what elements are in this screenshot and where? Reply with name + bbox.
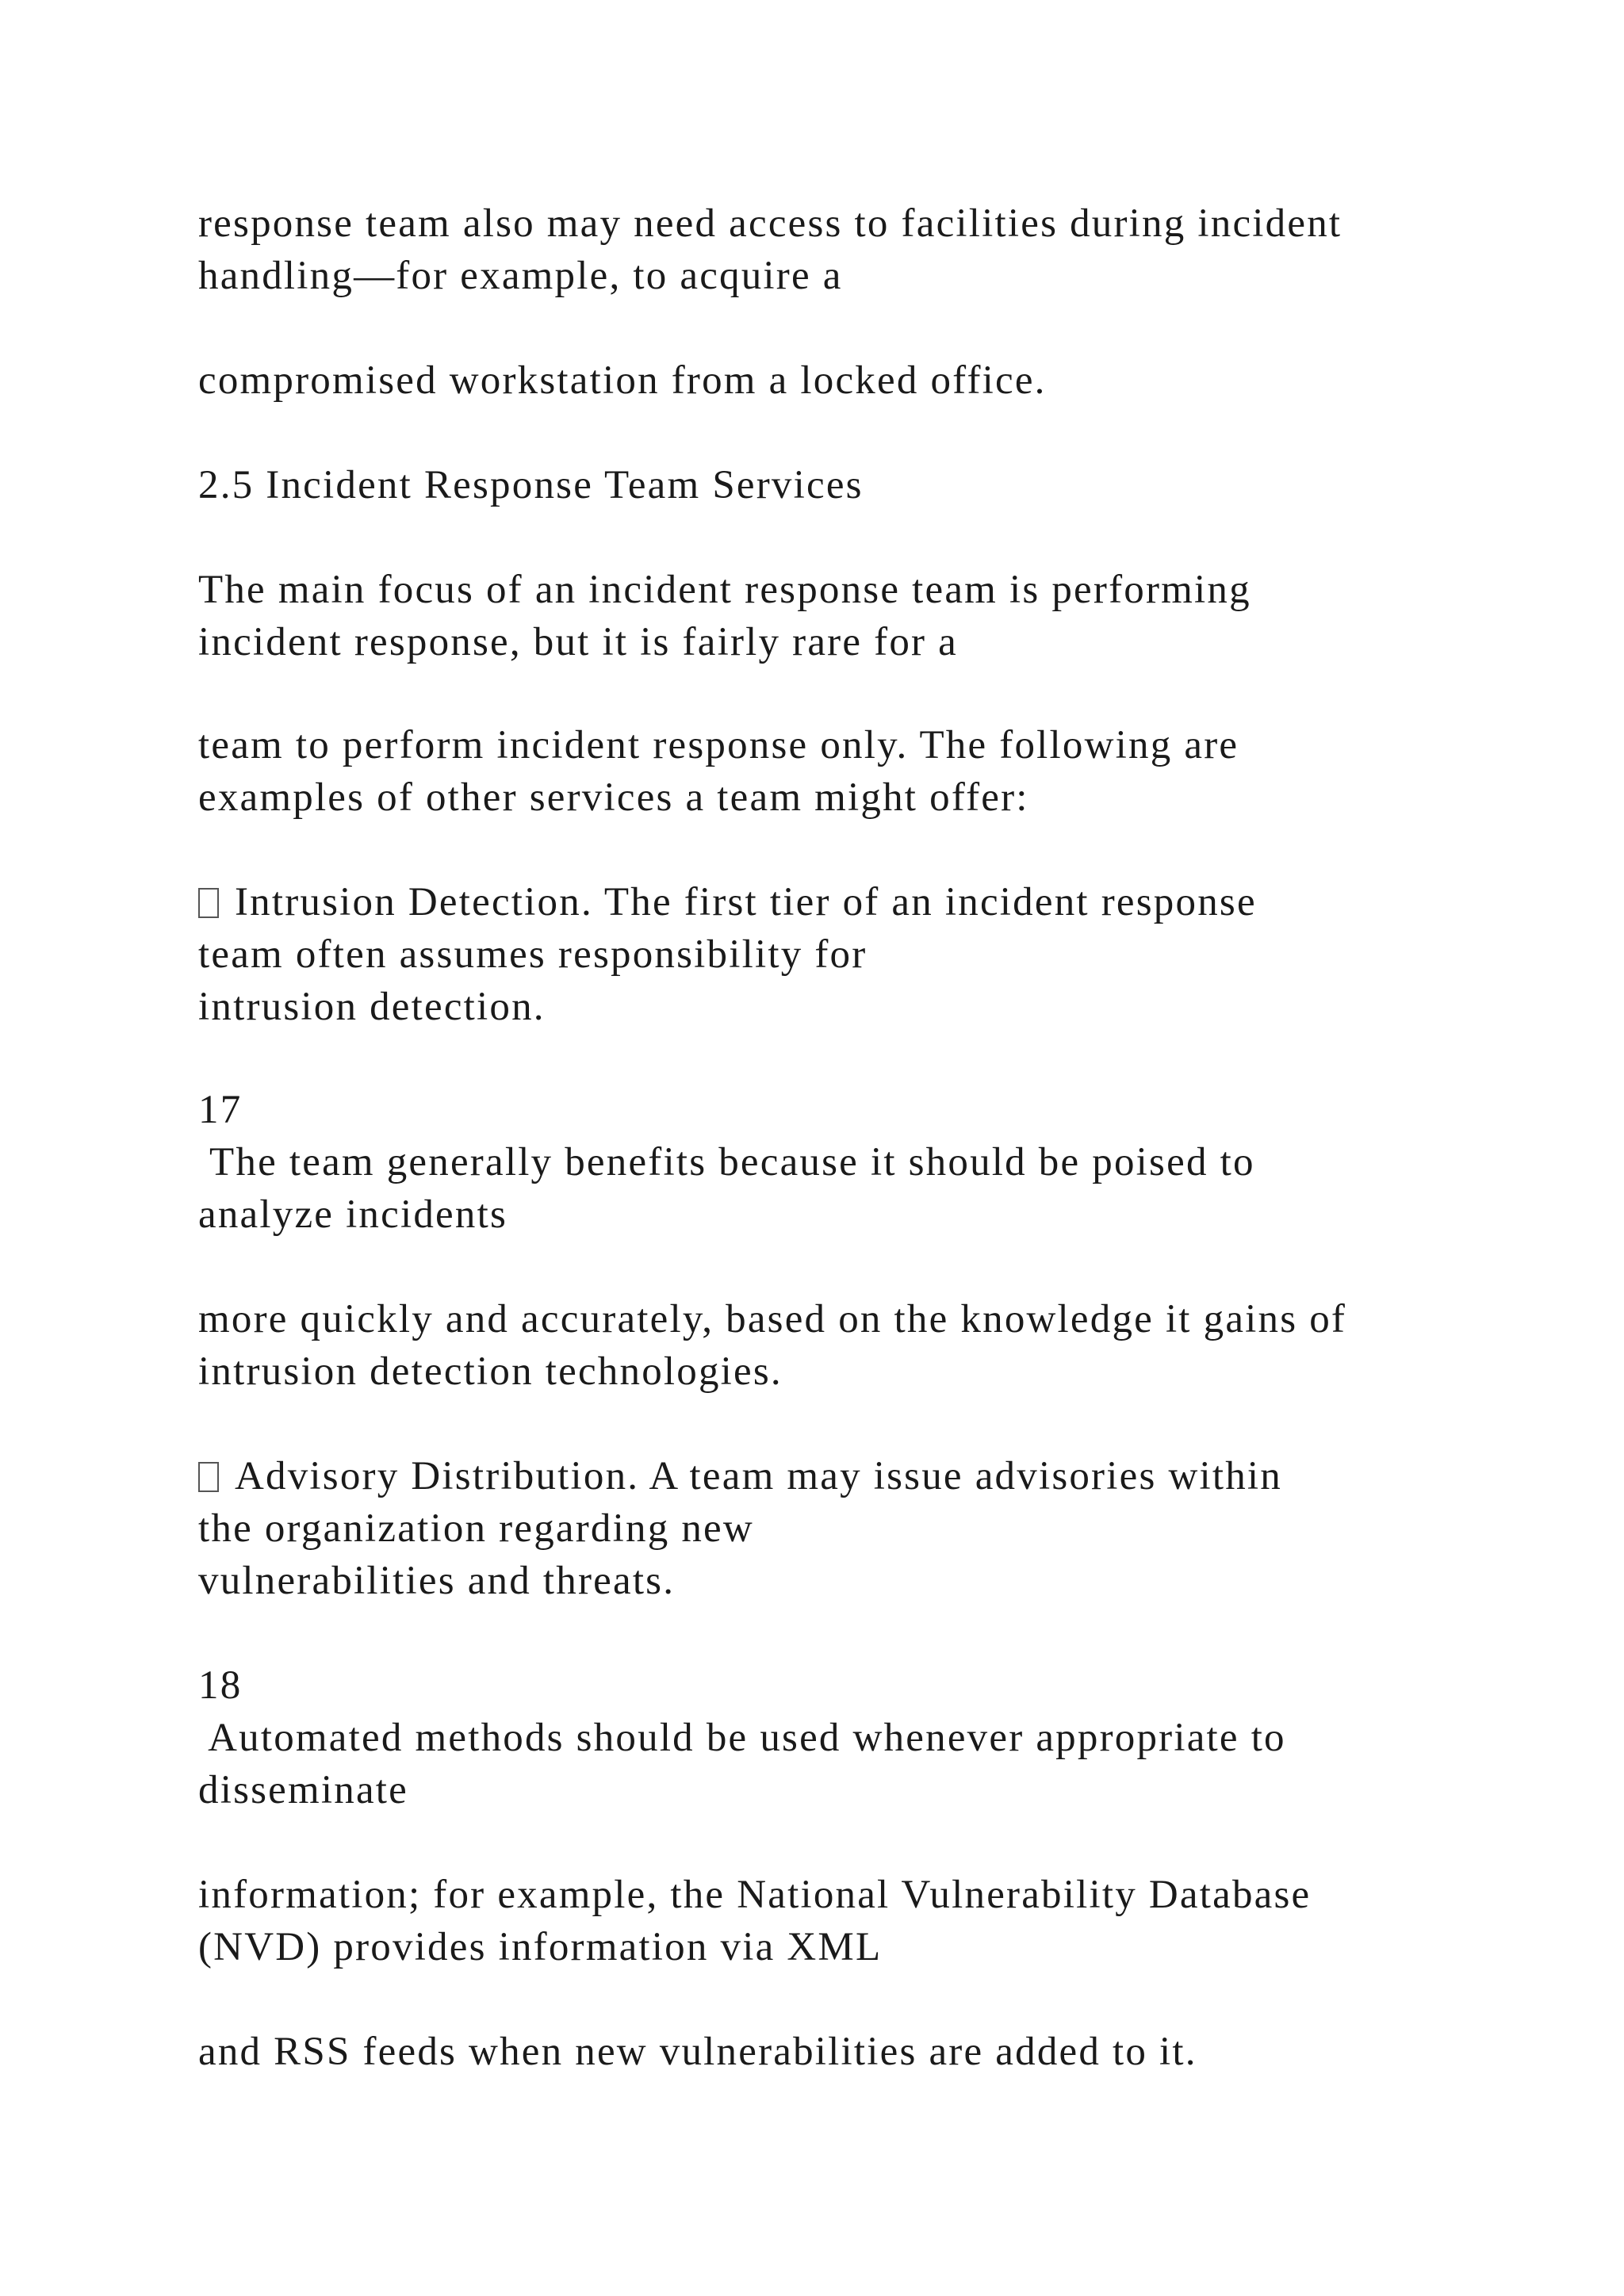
text-line: handling—for example, to acquire a (198, 254, 843, 298)
text-line: intrusion detection. (198, 985, 546, 1029)
text-line: (NVD) provides information via XML (198, 1925, 883, 1969)
text-line: team to perform incident response only. The following are (198, 723, 1239, 767)
bullet-box-icon (198, 1462, 219, 1492)
text-line: and RSS feeds when new vulnerabilities are added to it. (198, 2030, 1197, 2074)
bullet-item-advisory-distribution (198, 1452, 1282, 1500)
text-line: The main focus of an incident response team is performing (198, 568, 1251, 612)
text-line: examples of other services a team might offer: (198, 775, 1029, 820)
bullet-item-intrusion-detection (198, 878, 1257, 926)
text-line: team often assumes responsibility for (198, 932, 868, 977)
text-line: disseminate (198, 1768, 408, 1812)
text-line: vulnerabilities and threats. (198, 1559, 676, 1603)
text-line: compromised workstation from a locked office. (198, 358, 1047, 403)
text-line: The team generally benefits because it should be poised to (198, 1140, 1255, 1184)
text-line: more quickly and accurately, based on the knowledge it gains of (198, 1297, 1347, 1341)
footnote-number: 17 (198, 1088, 243, 1132)
text-line: information; for example, the National Vulnerability Database (198, 1873, 1312, 1917)
section-heading: 2.5 Incident Response Team Services (198, 463, 864, 507)
text-line: Automated methods should be used whenever appropriate to (198, 1716, 1286, 1760)
text-line: analyze incidents (198, 1192, 508, 1237)
text-line: response team also may need access to facilities during incident (198, 201, 1342, 246)
text-line: the organization regarding new (198, 1506, 754, 1551)
text-line: incident response, but it is fairly rare for a (198, 620, 958, 664)
bullet-text: Intrusion Detection. The first tier of an incident response (235, 880, 1257, 924)
bullet-text: Advisory Distribution. A team may issue advisories within (235, 1454, 1282, 1498)
text-line: intrusion detection technologies. (198, 1349, 783, 1394)
footnote-number: 18 (198, 1663, 243, 1708)
bullet-box-icon (198, 888, 219, 918)
